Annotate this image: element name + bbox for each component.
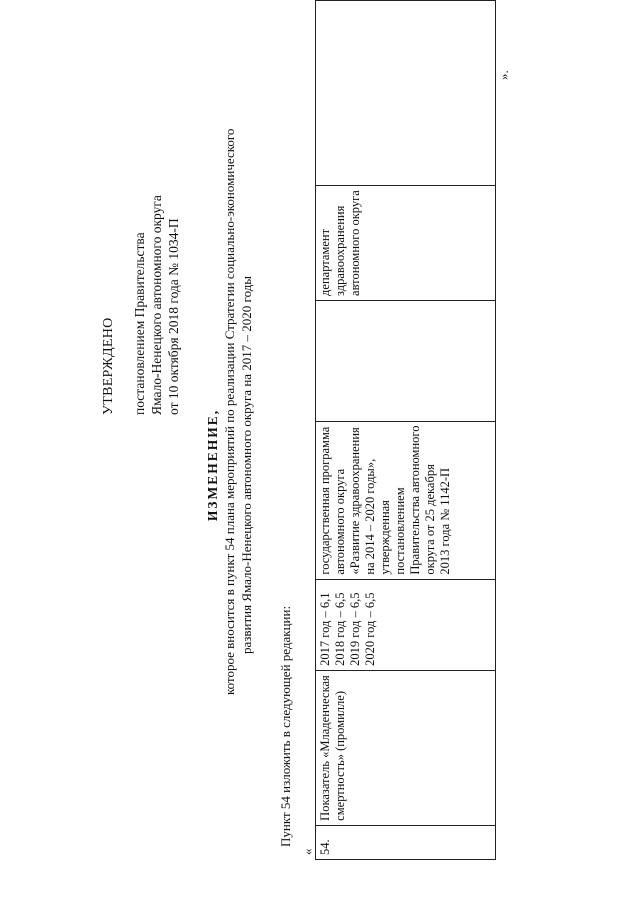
plan-table bbox=[315, 0, 496, 860]
responsible-line: здравоохранения bbox=[333, 205, 347, 296]
value-line: 2019 год – 6,5 bbox=[348, 592, 362, 666]
closing-quote: ». bbox=[496, 70, 511, 80]
empty-cell bbox=[316, 300, 496, 421]
approval-block bbox=[100, 95, 182, 415]
responsible-line: автономного округа bbox=[348, 190, 362, 296]
program-line: утвержденная bbox=[378, 500, 392, 575]
value-line: 2017 год – 6,1 bbox=[318, 592, 332, 666]
value-line: 2020 год – 6,5 bbox=[363, 592, 377, 666]
program-line: «Развитие здравоохранения bbox=[348, 427, 362, 575]
values-cell bbox=[316, 579, 496, 670]
approval-line: от 10 октября 2018 года № 1034-П bbox=[166, 218, 181, 415]
document-title: ИЗМЕНЕНИЕ, bbox=[205, 408, 220, 522]
approval-heading: УТВЕРЖДЕНО bbox=[101, 317, 116, 415]
responsible-cell bbox=[316, 186, 496, 301]
program-line: автономного округа bbox=[333, 468, 347, 575]
row-number-cell: 54. bbox=[316, 825, 496, 859]
program-line: на 2014 – 2020 годы», bbox=[363, 458, 377, 575]
program-line: Правительства автономного bbox=[408, 425, 422, 575]
indicator-line: Показатель «Младенческая bbox=[318, 675, 332, 821]
program-line: 2013 года № 1142-П bbox=[438, 467, 452, 575]
program-line: государственная программа bbox=[318, 426, 332, 575]
program-line: постановлением bbox=[393, 487, 407, 575]
program-cell bbox=[316, 421, 496, 579]
approval-line: Ямало-Ненецкого автономного округа bbox=[149, 195, 164, 415]
indicator-line: смертность» (промилле) bbox=[333, 691, 347, 821]
empty-cell bbox=[316, 1, 496, 186]
table-row bbox=[316, 1, 496, 860]
document-subtitle bbox=[222, 128, 255, 695]
responsible-line: департамент bbox=[318, 228, 332, 296]
approval-line: постановлением Правительства bbox=[132, 232, 147, 415]
intro-text: Пункт 54 изложить в следующей редакции: bbox=[278, 605, 293, 847]
indicator-cell bbox=[316, 670, 496, 825]
opening-quote: « bbox=[300, 848, 315, 855]
subtitle-line: развития Ямало-Ненецкого автономного округа на 2017 – 2020 годы bbox=[238, 275, 254, 655]
value-line: 2018 год – 6,5 bbox=[333, 592, 347, 666]
program-line: округа от 25 декабря bbox=[423, 464, 437, 575]
subtitle-line: которое вносится в пункт 54 плана мероприятий по реализации Стратегии социально-экономического bbox=[222, 128, 237, 695]
